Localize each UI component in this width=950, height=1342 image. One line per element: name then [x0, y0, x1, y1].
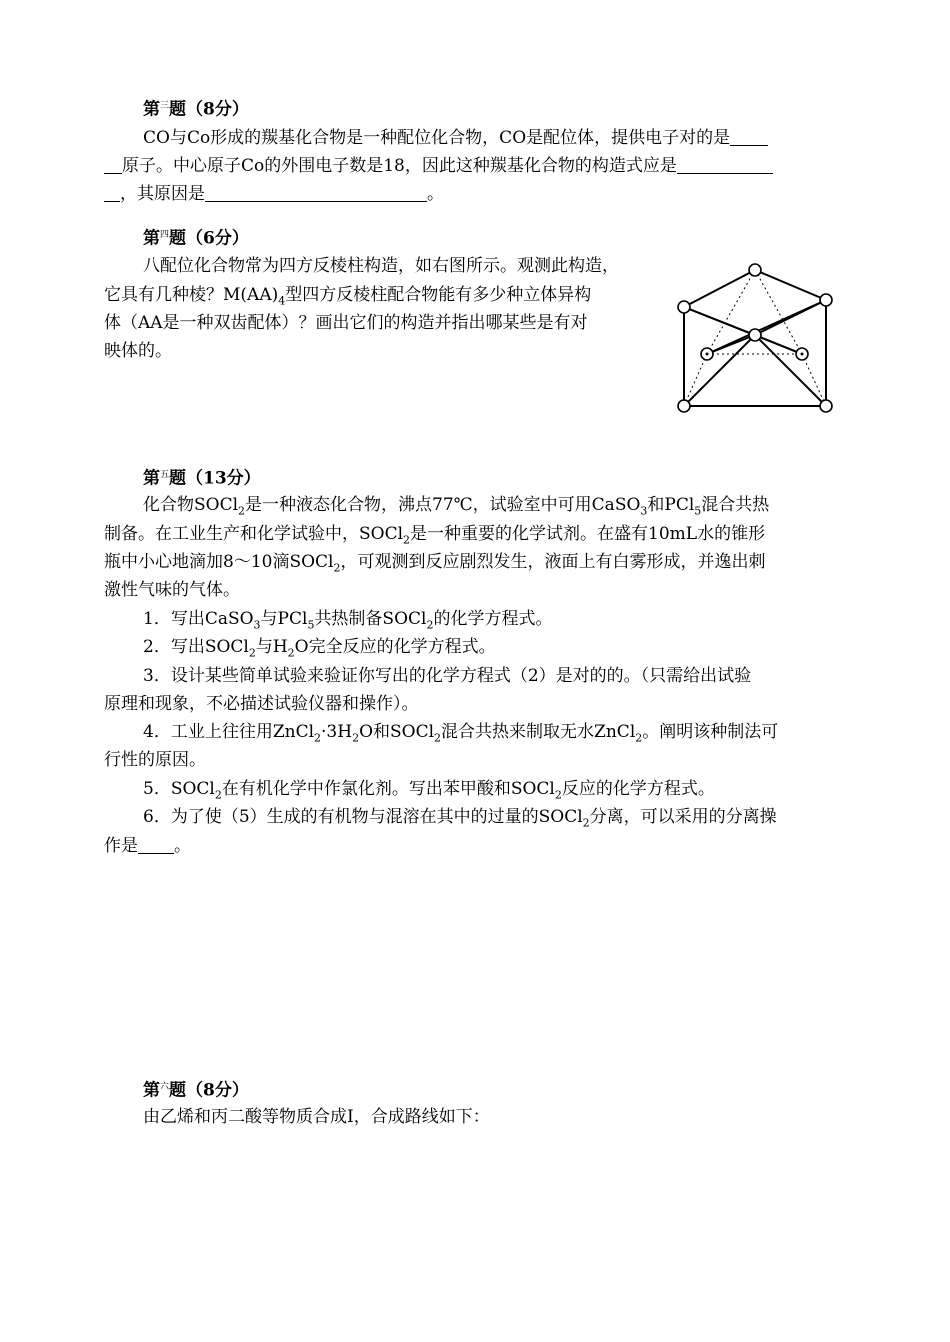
blank-structure[interactable]	[677, 155, 773, 174]
q5-item-3-cont: 原理和现象，不必描述试验仪器和操作）。	[104, 694, 419, 714]
q5-para-line1: 化合物SOCl$_2$是一种液态化合物，沸点77℃，试验室中可用CaSO$_3$和PCl$_5$混合共热	[143, 495, 770, 518]
q6-line1: 由乙烯和丙二酸等物质合成I，合成路线如下：	[143, 1107, 490, 1127]
q5-item-4: 4．工业上往往用$ZnCl_2\cdot 3H_2O$和SOCl$_2$混合共热来制取无水ZnCl$_2$。阐明该种制法可	[143, 722, 779, 745]
q4-line3: 体（AA是一种双齿配体）？画出它们的构造并指出哪某些是有对	[104, 313, 588, 333]
blank-separation-method[interactable]	[138, 835, 174, 854]
q5-item-4-cont: 行性的原因。	[104, 750, 206, 770]
q5-item-1: 1．写出CaSO$_3$与PCl$_5$共热制备SOCl$_2$的化学方程式。	[143, 609, 553, 632]
q5-para-line4: 激性气味的气体。	[104, 580, 240, 600]
q3-line3: ，其原因是 。	[104, 182, 444, 206]
q3-line1: CO与Co形成的羰基化合物是一种配位化合物，CO是配位体，提供电子对的是	[143, 126, 768, 150]
q5-item-2: 2．写出SOCl$_2$与$H_2O$完全反应的化学方程式。	[143, 637, 496, 660]
blank-reason[interactable]	[205, 183, 427, 202]
q3-line2: 原子。中心原子Co的外围电子数是18，因此这种羰基化合物的构造式应是	[104, 154, 773, 178]
q5-title: 第$^五$题（13分）	[143, 468, 261, 489]
q5-para-line3: 瓶中小心地滴加8～10滴SOCl$_2$，可观测到反应剧烈发生，液面上有白雾形成，并逸出刺	[104, 552, 766, 575]
q5-item-3: 3．设计某些简单试验来验证你写出的化学方程式（2）是对的的。（只需给出试验	[143, 666, 752, 686]
square-antiprism-diagram	[668, 258, 840, 418]
q5-para-line2: 制备。在工业生产和化学试验中，SOCl$_2$是一种重要的化学试剂。在盛有10mL水的锥形	[104, 524, 766, 547]
q4-title: 第$^四$题（6分）	[143, 228, 249, 249]
q4-line4: 映体的。	[104, 341, 172, 361]
q6-title: 第$^六$题（8分）	[143, 1080, 249, 1101]
q5-item-6: 6．为了使（5）生成的有机物与混溶在其中的过量的SOCl$_2$分离，可以采用的分离操	[143, 807, 777, 830]
q5-item-5: 5．SOCl$_2$在有机化学中作氯化剂。写出苯甲酸和SOCl$_2$反应的化学方程式。	[143, 779, 715, 802]
blank-donor-atom[interactable]	[730, 127, 768, 146]
blank-donor-atom-cont[interactable]	[104, 155, 122, 174]
q4-line1: 八配位化合物常为四方反棱柱构造，如右图所示。观测此构造，	[143, 256, 619, 276]
q5-item-6-cont: 作是 。	[104, 836, 191, 856]
q3-title: 第$^三$题（8分）	[143, 99, 249, 120]
q4-line2: 它具有几种棱？$M(AA)_4$型四方反棱柱配合物能有多少种立体异构	[104, 285, 592, 308]
blank-structure-cont[interactable]	[104, 183, 120, 202]
